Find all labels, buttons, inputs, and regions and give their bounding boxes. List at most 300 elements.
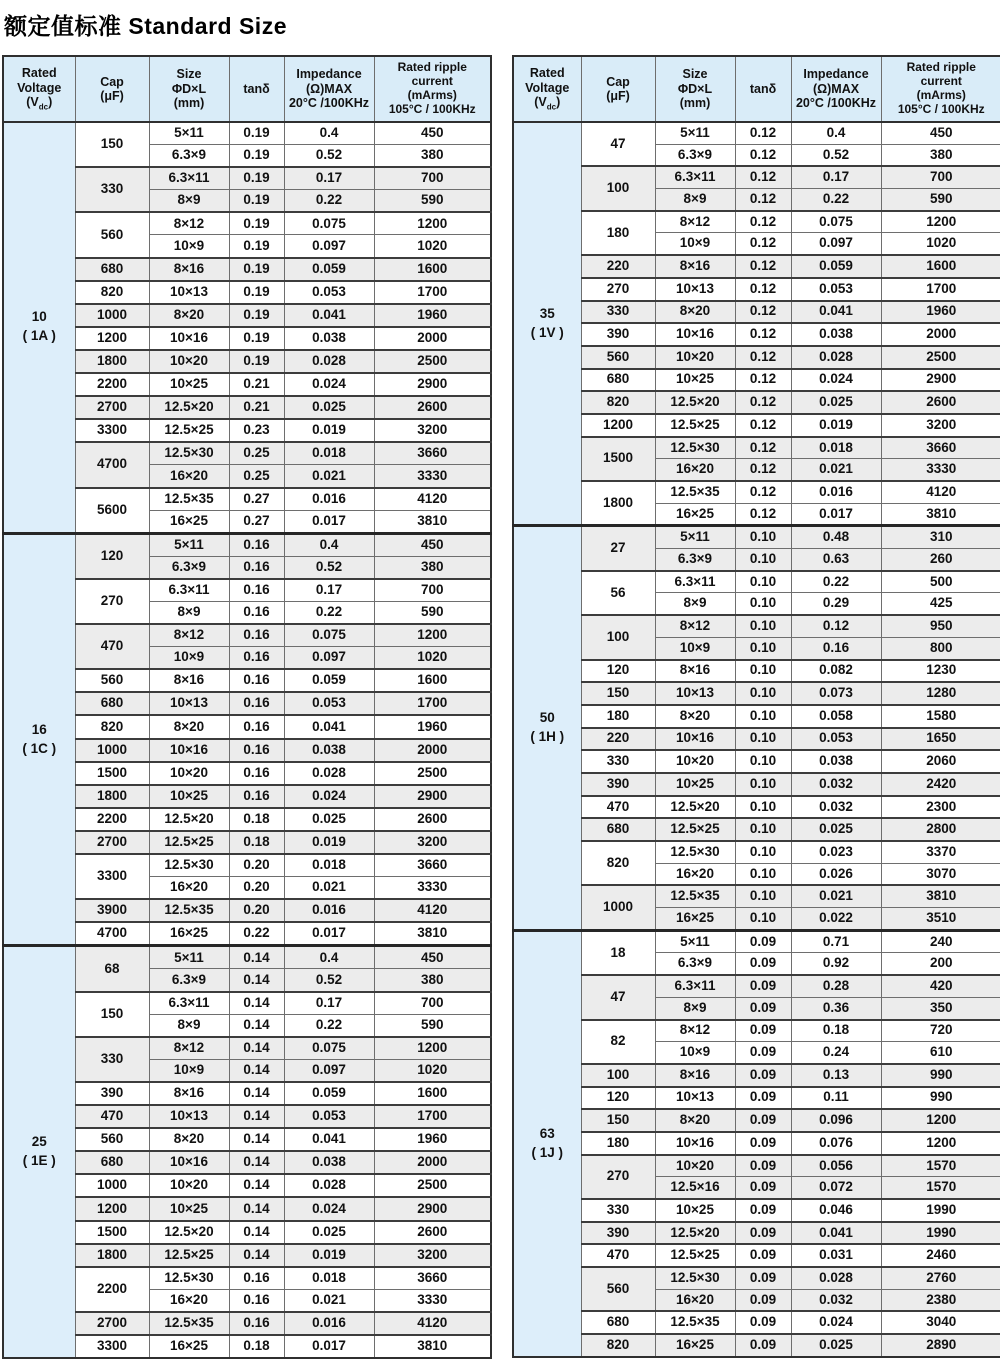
ripple-current-cell: 1960 <box>374 1128 491 1151</box>
ripple-current-cell: 2460 <box>881 1244 1000 1267</box>
tan-delta-cell: 0.14 <box>229 1082 284 1105</box>
ripple-current-cell: 590 <box>374 1014 491 1037</box>
tan-delta-cell: 0.12 <box>735 255 791 278</box>
ripple-current-cell: 700 <box>374 579 491 602</box>
tan-delta-cell: 0.09 <box>735 1087 791 1110</box>
size-cell: 16×20 <box>655 1289 735 1311</box>
tan-delta-cell: 0.19 <box>229 235 284 258</box>
tan-delta-cell: 0.19 <box>229 281 284 304</box>
cap-cell: 820 <box>75 715 149 738</box>
ripple-current-cell: 260 <box>881 549 1000 571</box>
table-row <box>3 1335 491 1358</box>
ripple-current-cell: 200 <box>881 953 1000 975</box>
impedance-cell: 0.017 <box>284 510 374 533</box>
impedance-cell: 0.4 <box>284 946 374 969</box>
cap-cell: 3300 <box>75 854 149 899</box>
table-row <box>3 1037 491 1060</box>
tan-delta-cell: 0.20 <box>229 899 284 922</box>
tan-delta-cell: 0.14 <box>229 1244 284 1267</box>
table-row <box>513 615 1000 637</box>
tan-delta-cell: 0.10 <box>735 660 791 683</box>
table-row <box>3 488 491 511</box>
impedance-cell: 0.026 <box>791 863 881 885</box>
ripple-current-cell: 1020 <box>374 235 491 258</box>
tan-delta-cell: 0.10 <box>735 705 791 728</box>
impedance-cell: 0.13 <box>791 1064 881 1087</box>
tan-delta-cell: 0.12 <box>735 144 791 166</box>
tan-delta-cell: 0.14 <box>229 1014 284 1037</box>
impedance-cell: 0.22 <box>284 1014 374 1037</box>
ripple-current-cell: 3330 <box>881 459 1000 481</box>
tan-delta-cell: 0.14 <box>229 992 284 1015</box>
size-cell: 5×11 <box>655 526 735 549</box>
impedance-cell: 0.17 <box>284 992 374 1015</box>
size-cell: 5×11 <box>149 533 229 556</box>
size-cell: 12.5×30 <box>655 1267 735 1289</box>
size-cell: 8×9 <box>655 593 735 615</box>
table-header <box>513 56 1000 122</box>
ripple-current-cell: 3200 <box>374 831 491 854</box>
size-cell: 10×13 <box>149 281 229 304</box>
ripple-current-cell: 2900 <box>374 785 491 808</box>
table-row <box>513 323 1000 346</box>
tan-delta-cell: 0.09 <box>735 1311 791 1334</box>
tan-delta-cell: 0.12 <box>735 369 791 392</box>
size-cell: 8×20 <box>149 1128 229 1151</box>
ripple-current-cell: 2600 <box>881 391 1000 414</box>
size-cell: 6.3×11 <box>149 167 229 190</box>
impedance-cell: 0.22 <box>791 571 881 593</box>
size-cell: 10×13 <box>655 278 735 301</box>
size-cell: 12.5×30 <box>655 437 735 459</box>
size-cell: 10×25 <box>655 369 735 392</box>
col-size: Size ΦD×L (mm) <box>149 56 229 122</box>
impedance-cell: 0.018 <box>791 437 881 459</box>
ripple-current-cell: 1700 <box>374 281 491 304</box>
ripple-current-cell: 2500 <box>374 762 491 785</box>
tan-delta-cell: 0.16 <box>229 1267 284 1290</box>
ripple-current-cell: 990 <box>881 1064 1000 1087</box>
size-cell: 5×11 <box>149 122 229 145</box>
ripple-current-cell: 2900 <box>374 1197 491 1220</box>
table-row <box>513 278 1000 301</box>
impedance-cell: 0.36 <box>791 997 881 1019</box>
cap-cell: 820 <box>581 1334 655 1357</box>
impedance-cell: 0.024 <box>284 785 374 808</box>
ripple-current-cell: 3810 <box>374 922 491 946</box>
cap-cell: 3300 <box>75 1335 149 1358</box>
cap-cell: 270 <box>75 579 149 624</box>
cap-cell: 470 <box>581 1244 655 1267</box>
impedance-cell: 0.017 <box>791 503 881 526</box>
cap-cell: 120 <box>581 660 655 683</box>
table-row <box>3 1082 491 1105</box>
cap-cell: 330 <box>581 750 655 773</box>
cap-cell: 2200 <box>75 373 149 396</box>
tan-delta-cell: 0.19 <box>229 122 284 145</box>
cap-cell: 470 <box>581 796 655 819</box>
impedance-cell: 0.52 <box>284 556 374 579</box>
size-cell: 6.3×11 <box>149 579 229 602</box>
ripple-current-cell: 1600 <box>374 258 491 281</box>
ripple-current-cell: 590 <box>881 189 1000 211</box>
cap-cell: 150 <box>581 1109 655 1132</box>
ripple-current-cell: 3070 <box>881 863 1000 885</box>
cap-cell: 680 <box>75 692 149 715</box>
tan-delta-cell: 0.10 <box>735 571 791 593</box>
impedance-cell: 0.52 <box>791 144 881 166</box>
ripple-current-cell: 310 <box>881 526 1000 549</box>
table-row <box>3 1151 491 1174</box>
table-row <box>3 624 491 647</box>
table-row <box>513 166 1000 188</box>
ripple-current-cell: 2900 <box>374 373 491 396</box>
size-cell: 6.3×9 <box>655 549 735 571</box>
table-row <box>513 414 1000 437</box>
table-row <box>513 1267 1000 1289</box>
size-cell: 6.3×9 <box>655 144 735 166</box>
impedance-cell: 0.025 <box>791 391 881 414</box>
impedance-cell: 0.053 <box>284 1105 374 1128</box>
cap-cell: 3300 <box>75 419 149 442</box>
tan-delta-cell: 0.12 <box>735 503 791 526</box>
ripple-current-cell: 3330 <box>374 877 491 900</box>
table-row <box>3 258 491 281</box>
cap-cell: 680 <box>581 818 655 841</box>
impedance-cell: 0.053 <box>791 728 881 751</box>
size-cell: 10×20 <box>149 1174 229 1197</box>
size-cell: 12.5×20 <box>655 796 735 819</box>
cap-cell: 820 <box>581 391 655 414</box>
size-cell: 8×9 <box>655 189 735 211</box>
ripple-current-cell: 1200 <box>881 1132 1000 1155</box>
size-cell: 10×20 <box>655 1155 735 1177</box>
size-cell: 10×9 <box>149 235 229 258</box>
col-tan-delta: tanδ <box>229 56 284 122</box>
impedance-cell: 0.024 <box>791 1311 881 1334</box>
tan-delta-cell: 0.18 <box>229 1335 284 1358</box>
size-cell: 8×16 <box>655 255 735 278</box>
size-cell: 8×20 <box>655 301 735 324</box>
cap-cell: 560 <box>581 1267 655 1311</box>
table-row <box>513 346 1000 369</box>
ripple-current-cell: 1600 <box>374 669 491 692</box>
size-cell: 12.5×20 <box>655 1222 735 1245</box>
size-cell: 6.3×9 <box>149 556 229 579</box>
size-cell: 10×25 <box>149 373 229 396</box>
cap-cell: 560 <box>75 669 149 692</box>
size-cell: 8×16 <box>149 258 229 281</box>
tan-delta-cell: 0.12 <box>735 122 791 144</box>
ripple-current-cell: 3660 <box>374 1267 491 1290</box>
ripple-current-cell: 1990 <box>881 1199 1000 1222</box>
ripple-current-cell: 1600 <box>881 255 1000 278</box>
col-ripple-current: Rated ripple current (mArms) 105°C / 100KHz <box>881 56 1000 122</box>
tan-delta-cell: 0.12 <box>735 391 791 414</box>
size-cell: 6.3×11 <box>655 571 735 593</box>
impedance-cell: 0.028 <box>284 1174 374 1197</box>
ripple-current-cell: 1200 <box>374 1037 491 1060</box>
cap-cell: 270 <box>581 278 655 301</box>
size-cell: 10×9 <box>655 637 735 659</box>
table-row <box>513 1109 1000 1132</box>
size-cell: 10×25 <box>149 1197 229 1220</box>
size-cell: 12.5×35 <box>655 1311 735 1334</box>
tan-delta-cell: 0.16 <box>229 692 284 715</box>
size-cell: 16×25 <box>655 1334 735 1357</box>
cap-cell: 1500 <box>75 1221 149 1244</box>
cap-cell: 47 <box>581 975 655 1019</box>
ripple-current-cell: 380 <box>374 556 491 579</box>
tan-delta-cell: 0.12 <box>735 278 791 301</box>
ripple-current-cell: 700 <box>374 167 491 190</box>
ripple-current-cell: 590 <box>374 601 491 624</box>
tan-delta-cell: 0.10 <box>735 796 791 819</box>
size-cell: 8×16 <box>655 1064 735 1087</box>
tan-delta-cell: 0.19 <box>229 304 284 327</box>
ripple-current-cell: 1280 <box>881 682 1000 705</box>
tan-delta-cell: 0.09 <box>735 997 791 1019</box>
tan-delta-cell: 0.16 <box>229 556 284 579</box>
ripple-current-cell: 2600 <box>374 808 491 831</box>
cap-cell: 680 <box>581 1311 655 1334</box>
size-cell: 12.5×20 <box>149 808 229 831</box>
tan-delta-cell: 0.16 <box>229 1289 284 1312</box>
tan-delta-cell: 0.10 <box>735 908 791 931</box>
cap-cell: 150 <box>581 682 655 705</box>
impedance-cell: 0.28 <box>791 975 881 997</box>
table-row <box>3 715 491 738</box>
impedance-cell: 0.032 <box>791 796 881 819</box>
impedance-cell: 0.038 <box>284 1151 374 1174</box>
ripple-current-cell: 3660 <box>374 854 491 877</box>
size-cell: 8×9 <box>149 601 229 624</box>
impedance-cell: 0.038 <box>284 327 374 350</box>
col-size: Size ΦD×L (mm) <box>655 56 735 122</box>
ripple-current-cell: 1570 <box>881 1177 1000 1199</box>
ripple-current-cell: 3810 <box>881 503 1000 526</box>
impedance-cell: 0.075 <box>284 212 374 235</box>
size-cell: 10×20 <box>149 762 229 785</box>
tan-delta-cell: 0.16 <box>229 601 284 624</box>
size-cell: 10×13 <box>149 1105 229 1128</box>
size-cell: 8×12 <box>655 615 735 637</box>
tan-delta-cell: 0.19 <box>229 167 284 190</box>
impedance-cell: 0.053 <box>284 692 374 715</box>
rated-voltage-cell: 50 ( 1H ) <box>513 526 581 930</box>
ripple-current-cell: 3330 <box>374 1289 491 1312</box>
size-cell: 16×20 <box>655 459 735 481</box>
table-row <box>513 1334 1000 1357</box>
tan-delta-cell: 0.19 <box>229 145 284 168</box>
table-row <box>513 1244 1000 1267</box>
cap-cell: 470 <box>75 1105 149 1128</box>
table-row <box>513 728 1000 751</box>
impedance-cell: 0.028 <box>791 1267 881 1289</box>
cap-cell: 470 <box>75 624 149 669</box>
cap-cell: 820 <box>75 281 149 304</box>
impedance-cell: 0.075 <box>284 624 374 647</box>
cap-cell: 1000 <box>75 304 149 327</box>
tan-delta-cell: 0.16 <box>229 739 284 762</box>
impedance-cell: 0.059 <box>284 1082 374 1105</box>
impedance-cell: 0.22 <box>791 189 881 211</box>
impedance-cell: 0.022 <box>791 908 881 931</box>
cap-cell: 1200 <box>581 414 655 437</box>
impedance-cell: 0.056 <box>791 1155 881 1177</box>
cap-cell: 120 <box>75 533 149 579</box>
ripple-current-cell: 2000 <box>374 327 491 350</box>
size-cell: 12.5×35 <box>655 885 735 907</box>
ripple-current-cell: 2060 <box>881 750 1000 773</box>
table-row <box>3 854 491 877</box>
tan-delta-cell: 0.10 <box>735 615 791 637</box>
table-row <box>3 1244 491 1267</box>
size-cell: 8×20 <box>149 304 229 327</box>
table-row <box>513 571 1000 593</box>
impedance-cell: 0.028 <box>791 346 881 369</box>
size-cell: 12.5×35 <box>655 481 735 503</box>
ripple-current-cell: 3200 <box>374 1244 491 1267</box>
size-cell: 16×25 <box>655 503 735 526</box>
ripple-current-cell: 4120 <box>374 488 491 511</box>
table-row <box>3 762 491 785</box>
cap-cell: 100 <box>581 615 655 659</box>
size-cell: 12.5×20 <box>655 391 735 414</box>
impedance-cell: 0.041 <box>284 1128 374 1151</box>
size-cell: 16×20 <box>149 465 229 488</box>
tan-delta-cell: 0.09 <box>735 975 791 997</box>
tan-delta-cell: 0.09 <box>735 1177 791 1199</box>
size-cell: 10×9 <box>655 233 735 255</box>
ripple-current-cell: 450 <box>374 533 491 556</box>
table-row <box>513 1064 1000 1087</box>
table-row <box>3 785 491 808</box>
impedance-cell: 0.053 <box>284 281 374 304</box>
cap-cell: 330 <box>75 1037 149 1082</box>
tan-delta-cell: 0.18 <box>229 831 284 854</box>
table-row <box>513 818 1000 841</box>
impedance-cell: 0.059 <box>791 255 881 278</box>
impedance-cell: 0.038 <box>284 739 374 762</box>
impedance-cell: 0.025 <box>284 1221 374 1244</box>
impedance-cell: 0.4 <box>791 122 881 144</box>
table-row <box>3 669 491 692</box>
cap-cell: 180 <box>581 1132 655 1155</box>
tan-delta-cell: 0.14 <box>229 1037 284 1060</box>
ripple-current-cell: 2900 <box>881 369 1000 392</box>
cap-cell: 330 <box>581 301 655 324</box>
cap-cell: 220 <box>581 255 655 278</box>
ripple-current-cell: 4120 <box>374 899 491 922</box>
size-cell: 8×9 <box>149 1014 229 1037</box>
size-cell: 5×11 <box>655 122 735 144</box>
size-cell: 12.5×25 <box>655 1244 735 1267</box>
impedance-cell: 0.073 <box>791 682 881 705</box>
table-row <box>3 579 491 602</box>
cap-cell: 1200 <box>75 1197 149 1220</box>
cap-cell: 390 <box>581 1222 655 1245</box>
ripple-current-cell: 450 <box>374 946 491 969</box>
cap-cell: 1500 <box>75 762 149 785</box>
cap-cell: 1800 <box>75 1244 149 1267</box>
size-cell: 16×25 <box>149 1335 229 1358</box>
impedance-cell: 0.031 <box>791 1244 881 1267</box>
ripple-current-cell: 380 <box>374 145 491 168</box>
tan-delta-cell: 0.16 <box>229 579 284 602</box>
table-row <box>3 122 491 145</box>
table-row <box>513 1199 1000 1222</box>
col-impedance: Impedance (Ω)MAX 20°C /100KHz <box>284 56 374 122</box>
tan-delta-cell: 0.27 <box>229 510 284 533</box>
tan-delta-cell: 0.23 <box>229 419 284 442</box>
cap-cell: 1000 <box>75 1174 149 1197</box>
tan-delta-cell: 0.10 <box>735 549 791 571</box>
tan-delta-cell: 0.10 <box>735 593 791 615</box>
ripple-current-cell: 1200 <box>881 211 1000 233</box>
cap-cell: 390 <box>75 1082 149 1105</box>
rated-voltage-cell: 25 ( 1E ) <box>3 946 75 1358</box>
header-row <box>513 56 1000 122</box>
table-row <box>513 255 1000 278</box>
tan-delta-cell: 0.09 <box>735 1132 791 1155</box>
tan-delta-cell: 0.19 <box>229 327 284 350</box>
impedance-cell: 0.028 <box>284 350 374 373</box>
tan-delta-cell: 0.22 <box>229 922 284 946</box>
standard-size-table-left <box>2 55 492 1359</box>
impedance-cell: 0.024 <box>791 369 881 392</box>
page-title: 额定值标准 Standard Size <box>4 13 287 39</box>
size-cell: 16×20 <box>149 1289 229 1312</box>
size-cell: 10×25 <box>655 1199 735 1222</box>
size-cell: 12.5×25 <box>149 831 229 854</box>
cap-cell: 560 <box>75 212 149 257</box>
ripple-current-cell: 240 <box>881 930 1000 953</box>
impedance-cell: 0.024 <box>284 1197 374 1220</box>
impedance-cell: 0.019 <box>284 419 374 442</box>
table-row <box>513 481 1000 503</box>
cap-cell: 4700 <box>75 922 149 946</box>
impedance-cell: 0.4 <box>284 533 374 556</box>
impedance-cell: 0.059 <box>284 669 374 692</box>
impedance-cell: 0.053 <box>791 278 881 301</box>
ripple-current-cell: 1700 <box>374 1105 491 1128</box>
tan-delta-cell: 0.14 <box>229 1221 284 1244</box>
table-row <box>3 442 491 465</box>
cap-cell: 150 <box>75 122 149 167</box>
size-cell: 8×12 <box>149 212 229 235</box>
impedance-cell: 0.63 <box>791 549 881 571</box>
impedance-cell: 0.016 <box>791 481 881 503</box>
size-cell: 12.5×35 <box>149 1312 229 1335</box>
impedance-cell: 0.032 <box>791 773 881 796</box>
table-row <box>513 301 1000 324</box>
impedance-cell: 0.021 <box>284 877 374 900</box>
ripple-current-cell: 3200 <box>881 414 1000 437</box>
impedance-cell: 0.032 <box>791 1289 881 1311</box>
rated-voltage-cell: 16 ( 1C ) <box>3 533 75 946</box>
ripple-current-cell: 3200 <box>374 419 491 442</box>
table-row <box>513 773 1000 796</box>
tan-delta-cell: 0.10 <box>735 773 791 796</box>
ripple-current-cell: 2000 <box>374 739 491 762</box>
tan-delta-cell: 0.10 <box>735 637 791 659</box>
tan-delta-cell: 0.16 <box>229 647 284 670</box>
tan-delta-cell: 0.10 <box>735 818 791 841</box>
cap-cell: 18 <box>581 930 655 975</box>
impedance-cell: 0.025 <box>284 396 374 419</box>
ripple-current-cell: 4120 <box>881 481 1000 503</box>
